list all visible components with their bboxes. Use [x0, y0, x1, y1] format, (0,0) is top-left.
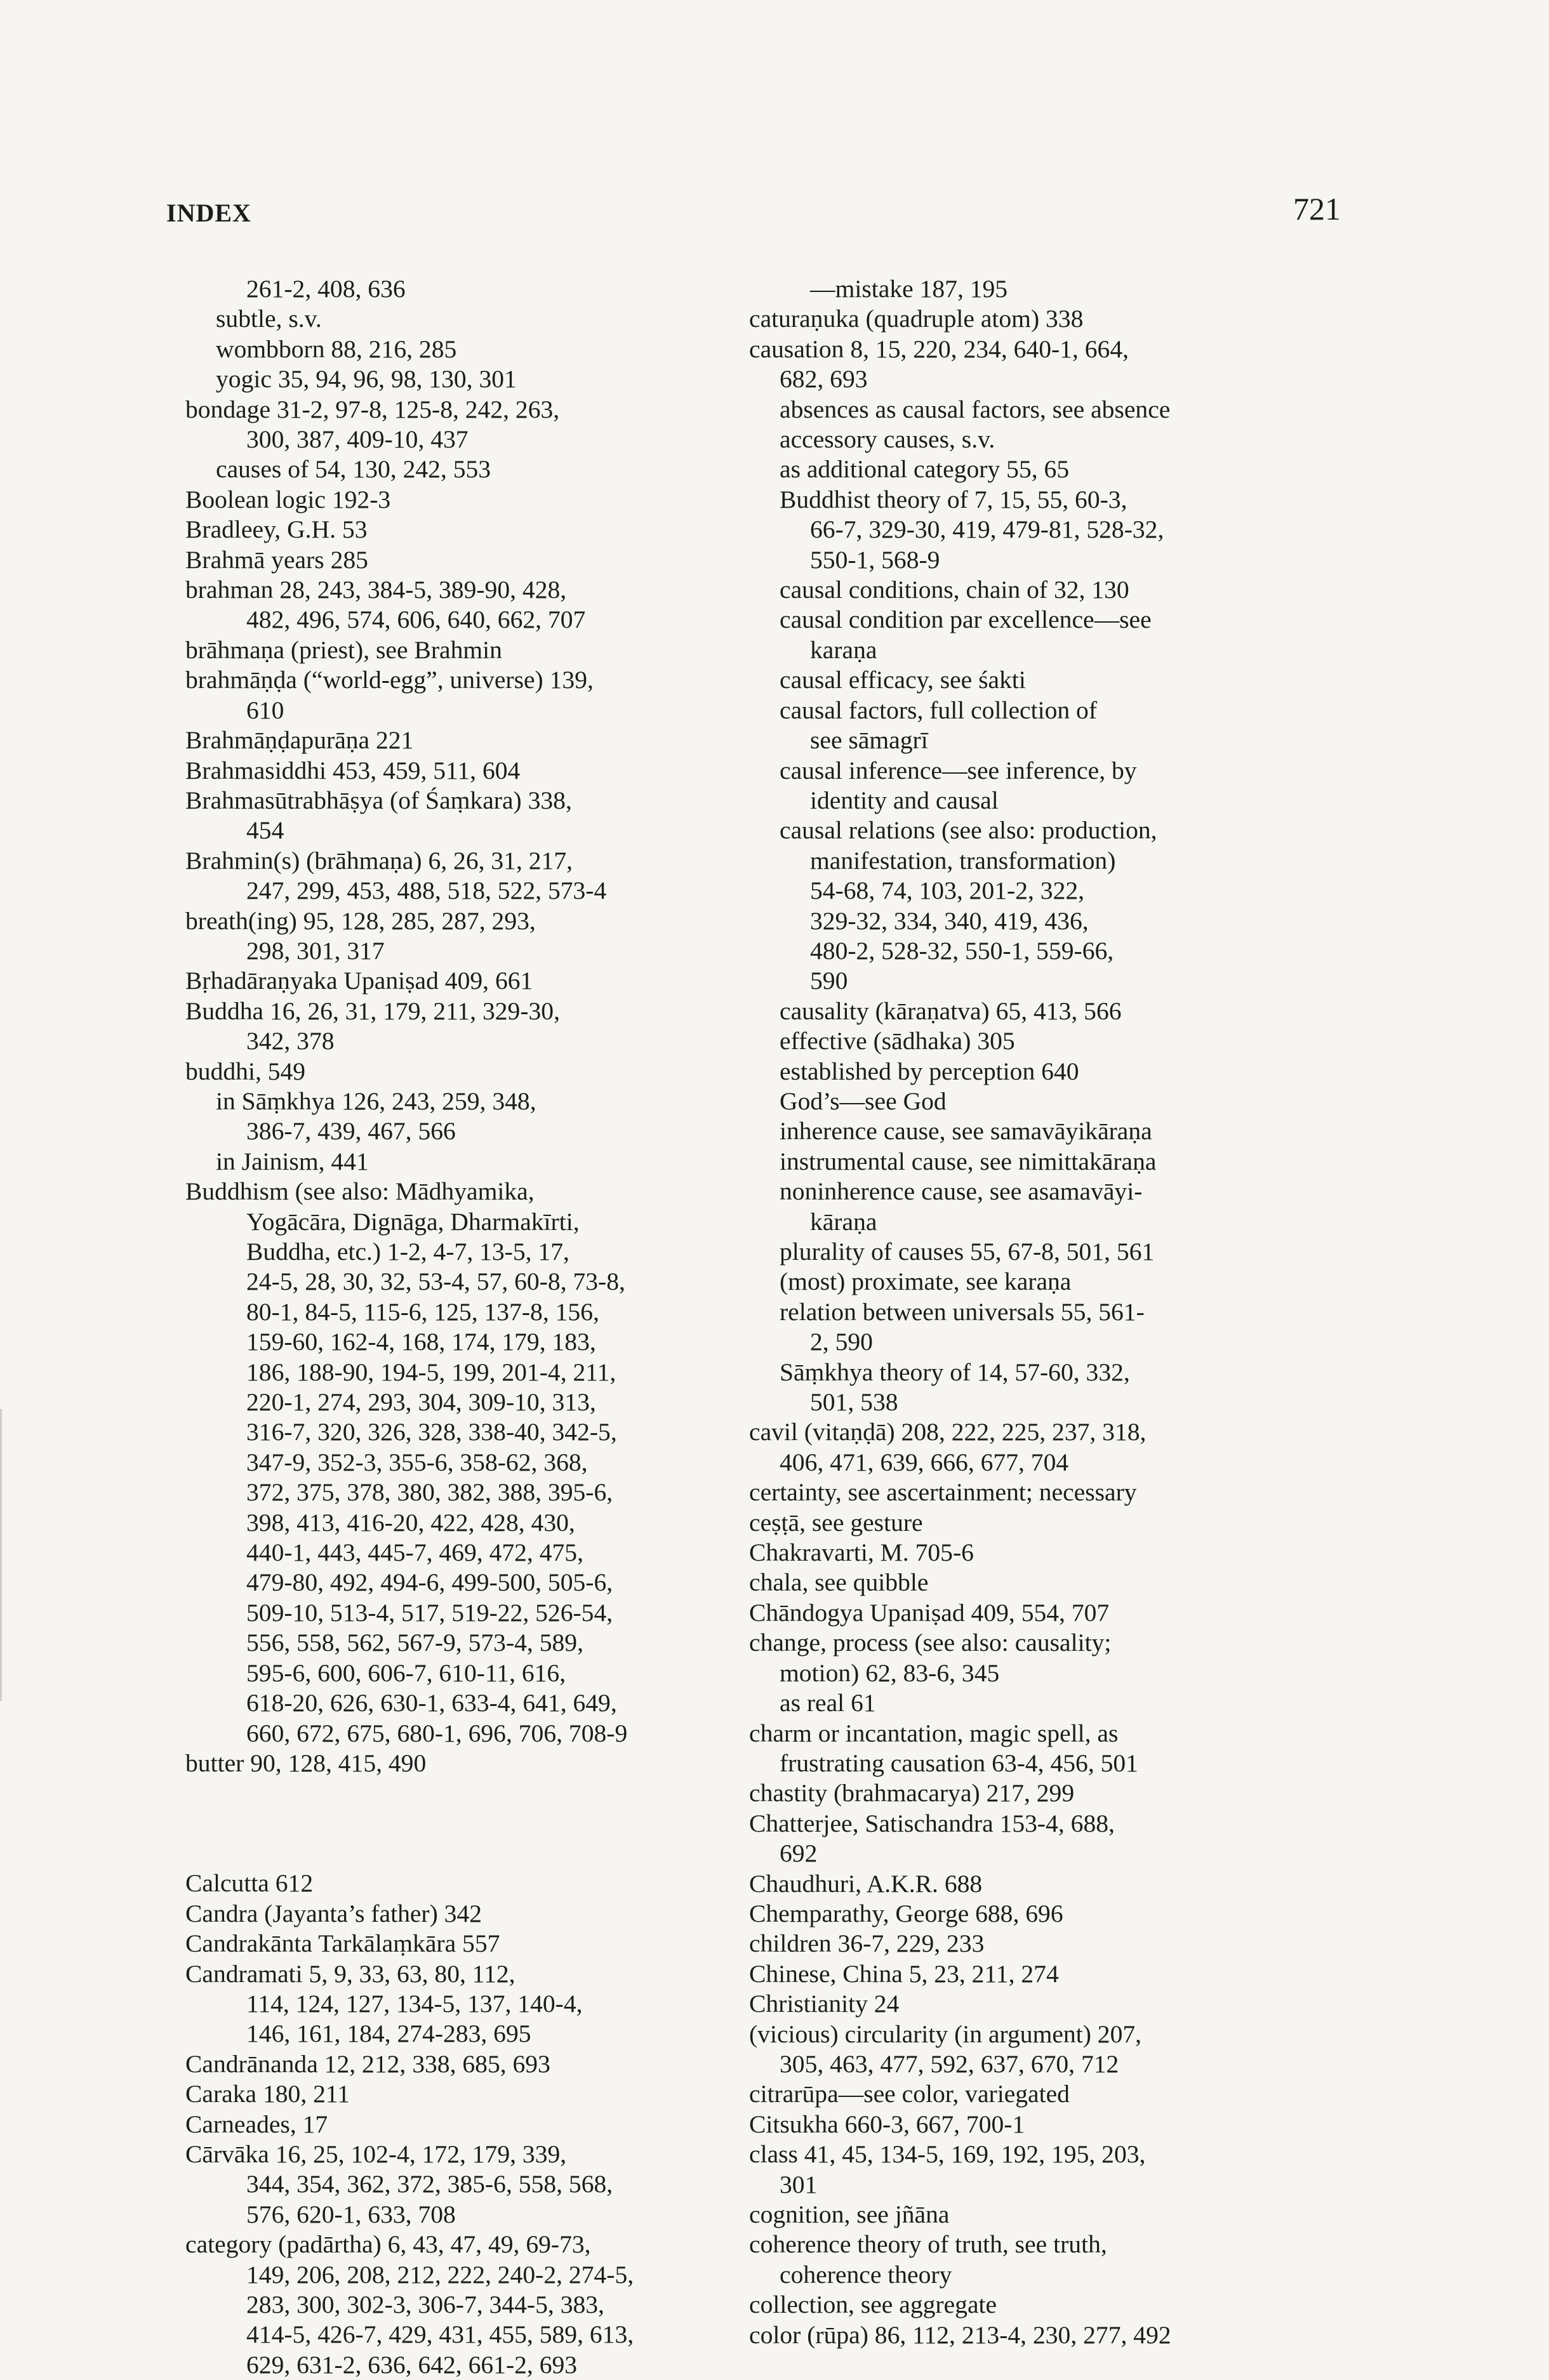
index-entry: 316-7, 320, 326, 328, 338-40, 342-5,	[246, 1418, 617, 1446]
index-entry: 220-1, 274, 293, 304, 309-10, 313,	[246, 1388, 596, 1417]
running-header: INDEX	[166, 199, 251, 227]
index-entry: subtle, s.v.	[216, 305, 322, 333]
index-entry: 24-5, 28, 30, 32, 53-4, 57, 60-8, 73-8,	[246, 1267, 625, 1296]
index-entry: 159-60, 162-4, 168, 174, 179, 183,	[246, 1328, 596, 1356]
index-entry: 283, 300, 302-3, 306-7, 344-5, 383,	[246, 2291, 604, 2318]
index-entry: 682, 693	[780, 365, 868, 393]
index-entry: Buddha 16, 26, 31, 179, 211, 329-30,	[185, 996, 560, 1025]
index-entry: accessory causes, s.v.	[780, 425, 995, 454]
index-entry: certainty, see ascertainment; necessary	[749, 1478, 1137, 1507]
index-entry: yogic 35, 94, 96, 98, 130, 301	[216, 365, 517, 393]
index-entry: Bradleey, G.H. 53	[185, 515, 368, 544]
index-entry: collection, see aggregate	[749, 2291, 997, 2319]
index-entry: Candrakānta Tarkālaṃkāra 557	[185, 1929, 500, 1958]
index-entry: Brahmāṇḍapurāṇa 221	[185, 726, 414, 755]
index-entry: 298, 301, 317	[246, 936, 385, 965]
index-entry: ceṣṭā, see gesture	[749, 1508, 923, 1537]
index-entry: coherence theory	[780, 2260, 952, 2289]
index-entry: Sāṃkhya theory of 14, 57-60, 332,	[780, 1358, 1130, 1386]
index-entry: bondage 31-2, 97-8, 125-8, 242, 263,	[185, 395, 560, 423]
index-entry: plurality of causes 55, 67-8, 501, 561	[780, 1238, 1155, 1266]
index-entry: Chaudhuri, A.K.R. 688	[749, 1869, 983, 1898]
scan-edge-mark	[0, 1409, 2, 1701]
index-entry: Boolean logic 192-3	[185, 485, 391, 513]
index-entry: causal factors, full collection of	[780, 696, 1098, 724]
index-entry: 66-7, 329-30, 419, 479-81, 528-32,	[810, 515, 1164, 544]
index-entry: 386-7, 439, 467, 566	[246, 1117, 456, 1146]
index-entry: causal condition par excellence—see	[780, 605, 1152, 634]
index-entry: 146, 161, 184, 274-283, 695	[246, 2020, 531, 2048]
index-entry: 660, 672, 675, 680-1, 696, 706, 708-9	[246, 1719, 628, 1747]
index-entry: God’s—see God	[780, 1087, 947, 1115]
index-entry: inherence cause, see samavāyikāraṇa	[780, 1117, 1152, 1146]
index-entry: Chinese, China 5, 23, 211, 274	[749, 1959, 1059, 1988]
index-entry: absences as causal factors, see absence	[780, 395, 1171, 423]
index-entry: Chāndogya Upaniṣad 409, 554, 707	[749, 1598, 1110, 1627]
index-entry: (vicious) circularity (in argument) 207,	[749, 2020, 1142, 2048]
index-entry: 509-10, 513-4, 517, 519-22, 526-54,	[246, 1598, 613, 1627]
index-entry: Carneades, 17	[185, 2110, 328, 2138]
index-entry: 329-32, 334, 340, 419, 436,	[810, 906, 1089, 935]
index-entry: Caraka 180, 211	[185, 2080, 350, 2108]
index-entry: category (padārtha) 6, 43, 47, 49, 69-73,	[185, 2230, 591, 2259]
index-entry: brahmāṇḍa (“world-egg”, universe) 139,	[185, 666, 594, 694]
index-entry: effective (sādhaka) 305	[780, 1027, 1015, 1055]
index-entry: causal conditions, chain of 32, 130	[780, 576, 1129, 604]
index-entry: 479-80, 492, 494-6, 499-500, 505-6,	[246, 1568, 613, 1597]
index-column-left	[185, 274, 744, 2380]
index-entry: Brahmā years 285	[185, 545, 368, 574]
page-number: 721	[1293, 191, 1341, 227]
index-entry: causes of 54, 130, 242, 553	[216, 455, 491, 484]
index-entry: causal inference—see inference, by	[780, 756, 1137, 784]
index-entry: wombborn 88, 216, 285	[216, 334, 457, 363]
index-entry: Buddha, etc.) 1-2, 4-7, 13-5, 17,	[246, 1238, 569, 1266]
index-entry: 440-1, 443, 445-7, 469, 472, 475,	[246, 1538, 583, 1567]
index-entry: 576, 620-1, 633, 708	[246, 2200, 456, 2228]
index-entry: 2, 590	[810, 1328, 873, 1356]
index-entry: 301	[780, 2170, 818, 2198]
index-entry: 590	[810, 967, 848, 995]
index-entry: chala, see quibble	[749, 1568, 929, 1597]
index-entry: Chakravarti, M. 705-6	[749, 1538, 974, 1567]
index-entry: brahman 28, 243, 384-5, 389-90, 428,	[185, 576, 567, 604]
index-entry: kāraṇa	[810, 1207, 877, 1236]
index-entry: 454	[246, 816, 284, 845]
index-entry: 149, 206, 208, 212, 222, 240-2, 274-5,	[246, 2260, 634, 2289]
index-entry: Christianity 24	[749, 1990, 900, 2018]
index-entry: 550-1, 568-9	[810, 545, 940, 574]
index-entry: Brahmasiddhi 453, 459, 511, 604	[185, 756, 521, 784]
index-entry: Brahmasūtrabhāṣya (of Śaṃkara) 338,	[185, 786, 572, 814]
index-entry: 595-6, 600, 606-7, 610-11, 616,	[246, 1658, 566, 1687]
index-entry: relation between universals 55, 561-	[780, 1297, 1145, 1326]
index-entry: 186, 188-90, 194-5, 199, 201-4, 211,	[246, 1358, 616, 1386]
index-entry: Bṛhadāraṇyaka Upaniṣad 409, 661	[185, 967, 533, 995]
index-entry: 398, 413, 416-20, 422, 428, 430,	[246, 1508, 575, 1537]
index-entry: motion) 62, 83-6, 345	[780, 1658, 1000, 1687]
index-entry: Cārvāka 16, 25, 102-4, 172, 179, 339,	[185, 2139, 567, 2168]
index-entry: 300, 387, 409-10, 437	[246, 425, 469, 454]
index-entry: Candrānanda 12, 212, 338, 685, 693	[185, 2049, 550, 2078]
index-entry: Brahmin(s) (brāhmaṇa) 6, 26, 31, 217,	[185, 846, 573, 875]
index-entry: 54-68, 74, 103, 201-2, 322,	[810, 876, 1085, 905]
index-entry: 692	[780, 1839, 818, 1868]
index-entry: instrumental cause, see nimittakāraṇa	[780, 1147, 1157, 1175]
index-entry: caturaṇuka (quadruple atom) 338	[749, 305, 1084, 333]
index-entry: as additional category 55, 65	[780, 455, 1070, 484]
index-entry: coherence theory of truth, see truth,	[749, 2230, 1107, 2259]
index-entry: causal efficacy, see śakti	[780, 666, 1026, 694]
index-entry: Buddhist theory of 7, 15, 55, 60-3,	[780, 485, 1127, 513]
index-entry: in Jainism, 441	[216, 1147, 369, 1175]
index-entry: children 36-7, 229, 233	[749, 1929, 985, 1958]
index-entry: 305, 463, 477, 592, 637, 670, 712	[780, 2049, 1119, 2078]
index-entry: color (rūpa) 86, 112, 213-4, 230, 277, 492	[749, 2320, 1171, 2349]
index-entry: 114, 124, 127, 134-5, 137, 140-4,	[246, 1989, 583, 2018]
index-entry: Chemparathy, George 688, 696	[749, 1899, 1063, 1927]
index-entry: 80-1, 84-5, 115-6, 125, 137-8, 156,	[246, 1297, 599, 1326]
index-entry: see sāmagrī	[810, 726, 928, 755]
index-entry: causality (kāraṇatva) 65, 413, 566	[780, 996, 1122, 1025]
index-entry: Yogācāra, Dignāga, Dharmakīrti,	[246, 1207, 580, 1236]
index-entry: Candramati 5, 9, 33, 63, 80, 112,	[185, 1959, 515, 1988]
index-entry: buddhi, 549	[185, 1057, 306, 1085]
index-column-right	[749, 274, 1308, 2350]
index-entry: 261-2, 408, 636	[246, 275, 406, 303]
index-entry: chastity (brahmacarya) 217, 299	[749, 1779, 1075, 1808]
page-header	[166, 190, 1341, 241]
index-entry: 610	[246, 696, 284, 724]
index-entry: cognition, see jñāna	[749, 2200, 950, 2228]
index-entry: Calcutta 612	[185, 1869, 314, 1898]
index-entry: breath(ing) 95, 128, 285, 287, 293,	[185, 906, 536, 935]
index-entry: citrarūpa—see color, variegated	[749, 2080, 1070, 2108]
index-entry: 629, 631-2, 636, 642, 661-2, 693	[246, 2350, 578, 2379]
index-entry: Citsukha 660-3, 667, 700-1	[749, 2110, 1025, 2138]
index-entry: causal relations (see also: production,	[780, 816, 1157, 845]
index-entry: —mistake 187, 195	[810, 275, 1008, 303]
index-entry: established by perception 640	[780, 1057, 1079, 1085]
index-entry: in Sāṃkhya 126, 243, 259, 348,	[216, 1087, 536, 1115]
index-entry: causation 8, 15, 220, 234, 640-1, 664,	[749, 334, 1129, 363]
index-entry: Chatterjee, Satischandra 153-4, 688,	[749, 1809, 1115, 1837]
index-entry: 556, 558, 562, 567-9, 573-4, 589,	[246, 1629, 583, 1657]
index-entry: 618-20, 626, 630-1, 633-4, 641, 649,	[246, 1689, 617, 1717]
index-entry: butter 90, 128, 415, 490	[185, 1749, 427, 1777]
index-entry: 372, 375, 378, 380, 382, 388, 395-6,	[246, 1478, 613, 1507]
index-entry: brāhmaṇa (priest), see Brahmin	[185, 635, 502, 664]
index-entry: cavil (vitaṇḍā) 208, 222, 225, 237, 318,	[749, 1418, 1147, 1446]
index-entry: charm or incantation, magic spell, as	[749, 1719, 1119, 1747]
index-entry: 344, 354, 362, 372, 385-6, 558, 568,	[246, 2170, 613, 2198]
index-entry: 480-2, 528-32, 550-1, 559-66,	[810, 936, 1114, 965]
index-entry: Candra (Jayanta’s father) 342	[185, 1899, 482, 1927]
index-entry: 406, 471, 639, 666, 677, 704	[780, 1448, 1069, 1476]
index-entry: as real 61	[780, 1689, 876, 1717]
index-entry: 347-9, 352-3, 355-6, 358-62, 368,	[246, 1448, 588, 1476]
index-entry: 342, 378	[246, 1027, 335, 1055]
index-entry: Buddhism (see also: Mādhyamika,	[185, 1177, 535, 1206]
index-entry: 482, 496, 574, 606, 640, 662, 707	[246, 605, 586, 634]
index-entry: class 41, 45, 134-5, 169, 192, 195, 203,	[749, 2140, 1146, 2169]
index-entry: (most) proximate, see karaṇa	[780, 1267, 1072, 1296]
index-entry: frustrating causation 63-4, 456, 501	[780, 1749, 1138, 1777]
index-entry: karaṇa	[810, 635, 877, 664]
index-entry: 501, 538	[810, 1388, 898, 1417]
index-entry: identity and causal	[810, 786, 999, 814]
index-entry: noninherence cause, see asamavāyi-	[780, 1177, 1143, 1206]
index-entry: change, process (see also: causality;	[749, 1629, 1112, 1657]
index-entry: manifestation, transformation)	[810, 846, 1116, 875]
index-entry: 247, 299, 453, 488, 518, 522, 573-4	[246, 876, 607, 905]
index-entry: 414-5, 426-7, 429, 431, 455, 589, 613,	[246, 2320, 634, 2349]
